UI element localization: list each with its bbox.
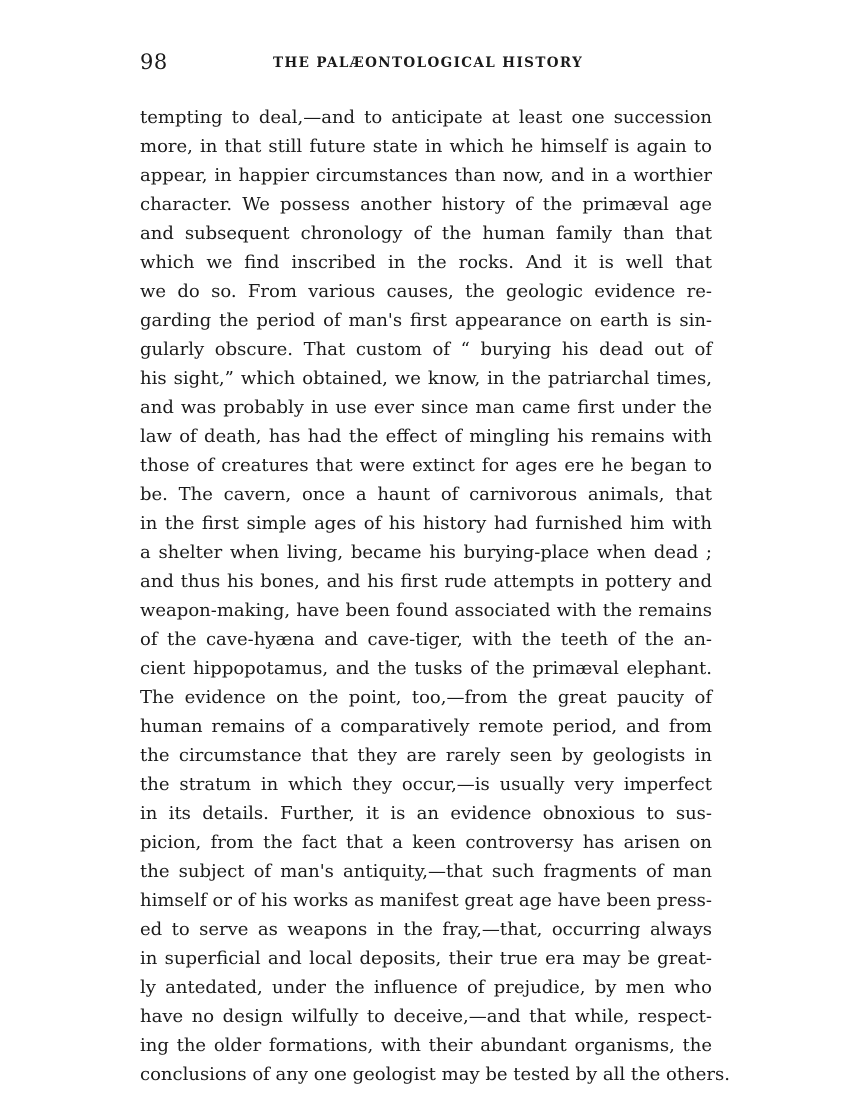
text-line: conclusions of any one geologist may be tested by all the others. [140, 1064, 730, 1085]
text-line: his sight,” which obtained, we know, in the patriarchal times, [140, 368, 712, 389]
text-line: have no design wilfully to deceive,—and that while, respect- [140, 1006, 712, 1027]
text-line: which we find inscribed in the rocks. And it is well that [140, 252, 712, 273]
text-line: and thus his bones, and his first rude attempts in pottery and [140, 571, 712, 592]
text-line: appear, in happier circumstances than now, and in a worthier [140, 165, 712, 186]
text-line: law of death, has had the effect of mingling his remains with [140, 426, 712, 447]
text-line: human remains of a comparatively remote period, and from [140, 716, 712, 737]
text-line: tempting to deal,—and to anticipate at least one succession [140, 107, 712, 128]
running-title: THE PALÆONTOLOGICAL HISTORY [273, 55, 584, 71]
text-line: cient hippopotamus, and the tusks of the primæval elephant. [140, 658, 712, 679]
text-line: a shelter when living, became his burying-place when dead ; [140, 542, 712, 563]
text-line: we do so. From various causes, the geologic evidence re- [140, 281, 712, 302]
text-line: the subject of man's antiquity,—that such fragments of man [140, 861, 712, 882]
text-line: more, in that still future state in which he himself is again to [140, 136, 712, 157]
text-line: the stratum in which they occur,—is usually very imperfect [140, 774, 712, 795]
text-line: ing the older formations, with their abundant organisms, the [140, 1035, 712, 1056]
text-line: garding the period of man's first appearance on earth is sin- [140, 310, 712, 331]
text-line: be. The cavern, once a haunt of carnivorous animals, that [140, 484, 712, 505]
text-line: in the first simple ages of his history had furnished him with [140, 513, 712, 534]
text-line: in its details. Further, it is an evidence obnoxious to sus- [140, 803, 712, 824]
text-line: the circumstance that they are rarely seen by geologists in [140, 745, 712, 766]
text-line: himself or of his works as manifest great age have been press- [140, 890, 712, 911]
text-line: ly antedated, under the influence of prejudice, by men who [140, 977, 712, 998]
text-line: gularly obscure. That custom of “ burying his dead out of [140, 339, 712, 360]
text-line: and subsequent chronology of the human family than that [140, 223, 712, 244]
text-line: weapon-making, have been found associated with the remains [140, 600, 712, 621]
text-line: those of creatures that were extinct for ages ere he began to [140, 455, 712, 476]
text-line: ed to serve as weapons in the fray,—that, occurring always [140, 919, 712, 940]
running-head [140, 50, 712, 80]
text-line: The evidence on the point, too,—from the great paucity of [140, 687, 712, 708]
body-text [140, 103, 730, 1089]
text-line: of the cave-hyæna and cave-tiger, with the teeth of the an- [140, 629, 712, 650]
text-line: and was probably in use ever since man came first under the [140, 397, 712, 418]
text-line: in superficial and local deposits, their true era may be great- [140, 948, 712, 969]
text-line: character. We possess another history of the primæval age [140, 194, 712, 215]
text-line: picion, from the fact that a keen controversy has arisen on [140, 832, 712, 853]
page-number: 98 [140, 50, 168, 74]
